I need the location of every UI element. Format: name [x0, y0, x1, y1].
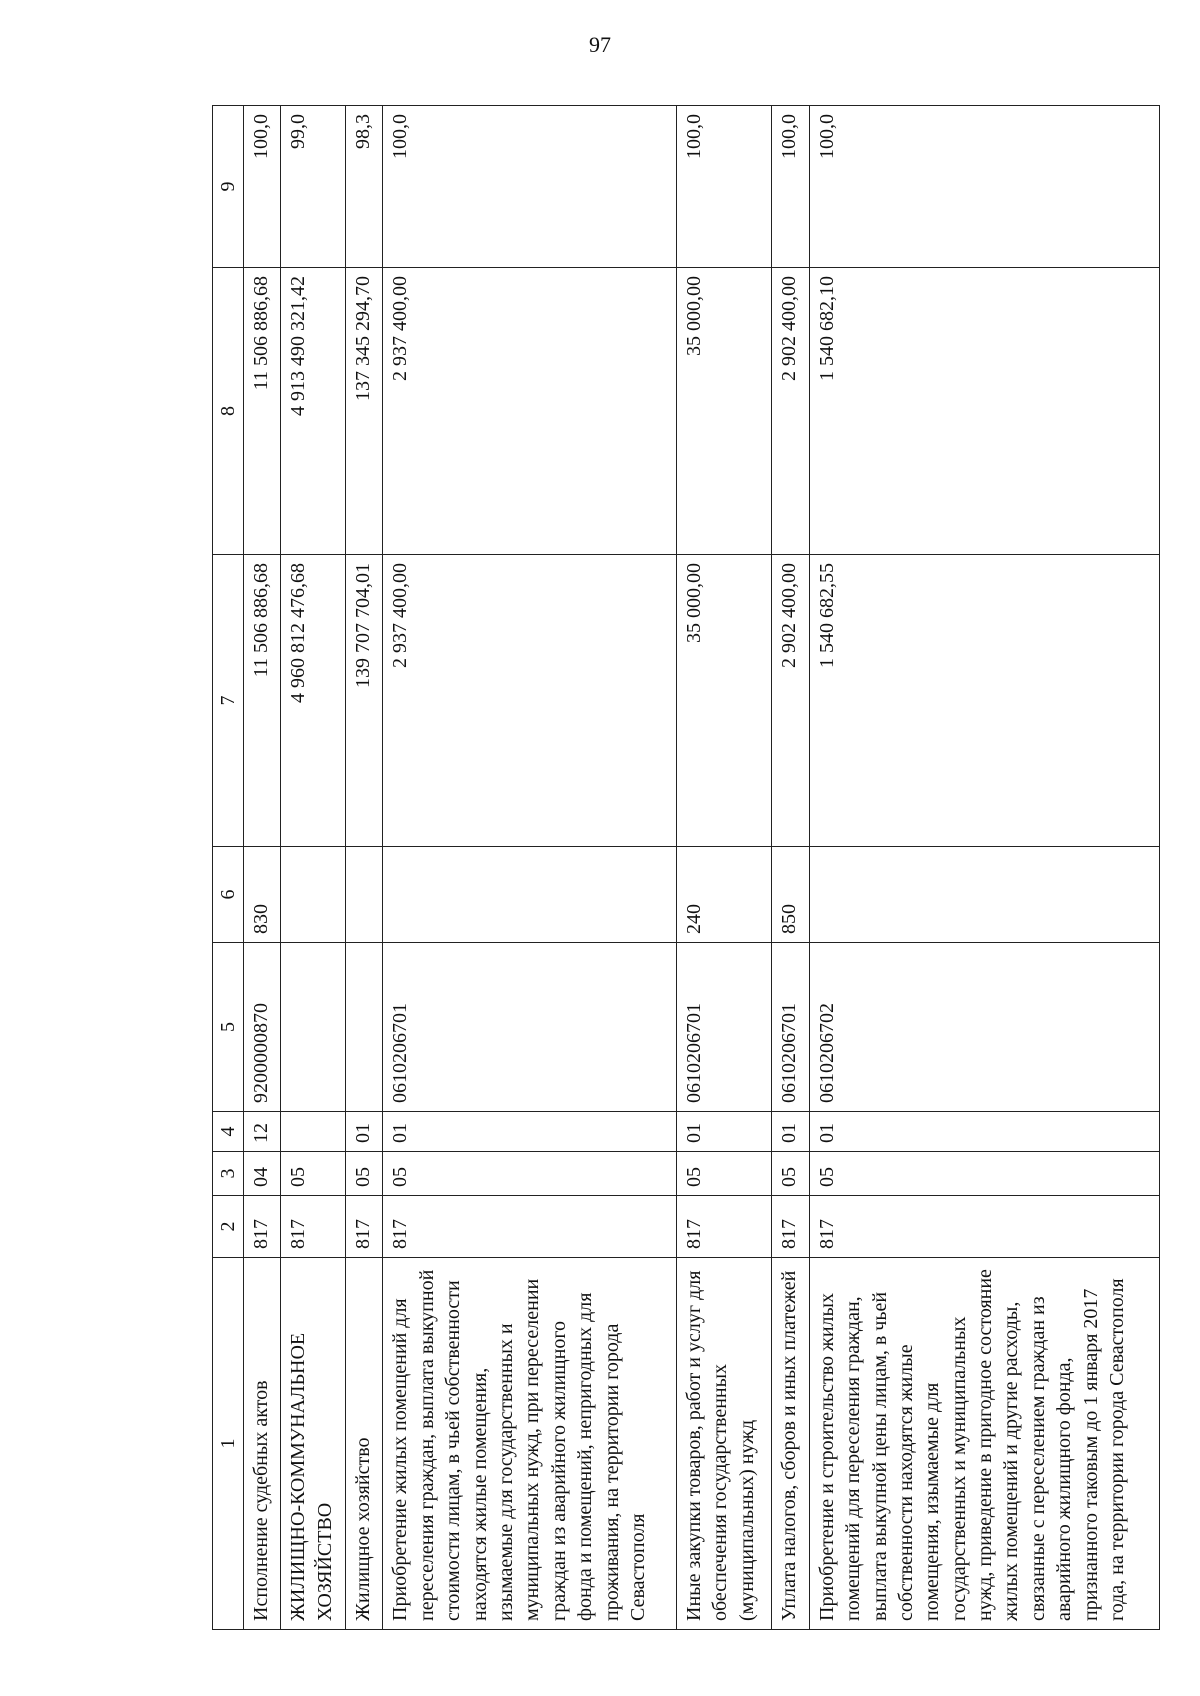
cell-col-2: 817 — [809, 1196, 1159, 1258]
table-row — [346, 106, 383, 1630]
cell-col-6: 240 — [676, 847, 771, 943]
cell-col-9: 99,0 — [281, 106, 346, 268]
cell-col-6 — [346, 847, 383, 943]
cell-col-7: 11 506 886,68 — [244, 555, 281, 847]
column-header: 5 — [213, 943, 244, 1112]
cell-col-2: 817 — [383, 1196, 676, 1258]
column-header: 6 — [213, 847, 244, 943]
cell-col-3: 04 — [244, 1152, 281, 1196]
cell-col-6 — [281, 847, 346, 943]
cell-col-4: 01 — [346, 1112, 383, 1152]
cell-col-5: 9200000870 — [244, 943, 281, 1112]
rotated-table-container — [212, 106, 1160, 1630]
cell-col-6: 850 — [771, 847, 809, 943]
table-row — [771, 106, 809, 1630]
cell-col-7: 1 540 682,55 — [809, 555, 1159, 847]
column-header: 2 — [213, 1196, 244, 1258]
cell-col-7: 35 000,00 — [676, 555, 771, 847]
cell-col-2: 817 — [244, 1196, 281, 1258]
cell-col-3: 05 — [346, 1152, 383, 1196]
table-row — [676, 106, 771, 1630]
table-row — [809, 106, 1159, 1630]
table-header-row — [213, 106, 244, 1630]
column-header: 8 — [213, 268, 244, 555]
cell-col-8: 137 345 294,70 — [346, 268, 383, 555]
cell-col-7: 2 937 400,00 — [383, 555, 676, 847]
table-row — [383, 106, 676, 1630]
cell-col-6 — [809, 847, 1159, 943]
cell-col-3: 05 — [809, 1152, 1159, 1196]
budget-table — [212, 105, 1160, 1630]
cell-col-8: 1 540 682,10 — [809, 268, 1159, 555]
cell-col-3: 05 — [383, 1152, 676, 1196]
cell-col-8: 4 913 490 321,42 — [281, 268, 346, 555]
column-header: 9 — [213, 106, 244, 268]
cell-col-7: 2 902 400,00 — [771, 555, 809, 847]
row-name: Иные закупки товаров, работ и услуг для обеспечения государственных (муниципальных) нужд — [676, 1258, 771, 1630]
cell-col-5: 0610206701 — [383, 943, 676, 1112]
cell-col-8: 11 506 886,68 — [244, 268, 281, 555]
cell-col-7: 139 707 704,01 — [346, 555, 383, 847]
cell-col-5 — [281, 943, 346, 1112]
column-header: 4 — [213, 1112, 244, 1152]
cell-col-4: 12 — [244, 1112, 281, 1152]
cell-col-2: 817 — [281, 1196, 346, 1258]
cell-col-5 — [346, 943, 383, 1112]
cell-col-4: 01 — [809, 1112, 1159, 1152]
cell-col-2: 817 — [771, 1196, 809, 1258]
cell-col-9: 98,3 — [346, 106, 383, 268]
cell-col-4: 01 — [383, 1112, 676, 1152]
column-header: 7 — [213, 555, 244, 847]
table-row — [281, 106, 346, 1630]
cell-col-9: 100,0 — [244, 106, 281, 268]
column-header: 1 — [213, 1258, 244, 1630]
cell-col-9: 100,0 — [383, 106, 676, 268]
cell-col-4: 01 — [771, 1112, 809, 1152]
cell-col-3: 05 — [771, 1152, 809, 1196]
row-name: Жилищное хозяйство — [346, 1258, 383, 1630]
table-row — [244, 106, 281, 1630]
cell-col-9: 100,0 — [676, 106, 771, 268]
column-header: 3 — [213, 1152, 244, 1196]
cell-col-6: 830 — [244, 847, 281, 943]
cell-col-9: 100,0 — [809, 106, 1159, 268]
cell-col-5: 0610206701 — [676, 943, 771, 1112]
row-name: Приобретение и строительство жилых помещений для переселения граждан, выплата выкупной цены лицам, в чьей собственности находятся жилые помещения, изымаемые для государственных и муниципальных нужд, приведение в пригодное состояние жилых помещений и другие расходы, связанные с переселением граждан из аварийного жилищного фонда, признанного таковым до 1 января 2017 года, на территории города Севастополя — [809, 1258, 1159, 1630]
cell-col-6 — [383, 847, 676, 943]
cell-col-4 — [281, 1112, 346, 1152]
row-name: Уплата налогов, сборов и иных платежей — [771, 1258, 809, 1630]
cell-col-8: 2 937 400,00 — [383, 268, 676, 555]
cell-col-5: 0610206701 — [771, 943, 809, 1112]
row-name: ЖИЛИЩНО-КОММУНАЛЬНОЕ ХОЗЯЙСТВО — [281, 1258, 346, 1630]
cell-col-7: 4 960 812 476,68 — [281, 555, 346, 847]
cell-col-8: 2 902 400,00 — [771, 268, 809, 555]
cell-col-2: 817 — [346, 1196, 383, 1258]
page-number: 97 — [589, 32, 611, 57]
row-name: Приобретение жилых помещений для переселения граждан, выплата выкупной стоимости лицам, в чьей собственности находятся жилые помещения, изымаемые для государственных и муниципальных нужд, при переселении граждан из аварийного жилищного фонда и помещений, непригодных для проживания, на территории города Севастополя — [383, 1258, 676, 1630]
cell-col-2: 817 — [676, 1196, 771, 1258]
cell-col-3: 05 — [281, 1152, 346, 1196]
cell-col-5: 0610206702 — [809, 943, 1159, 1112]
cell-col-3: 05 — [676, 1152, 771, 1196]
cell-col-9: 100,0 — [771, 106, 809, 268]
cell-col-4: 01 — [676, 1112, 771, 1152]
cell-col-8: 35 000,00 — [676, 268, 771, 555]
rotated-table — [212, 106, 1160, 1630]
row-name: Исполнение судебных актов — [244, 1258, 281, 1630]
